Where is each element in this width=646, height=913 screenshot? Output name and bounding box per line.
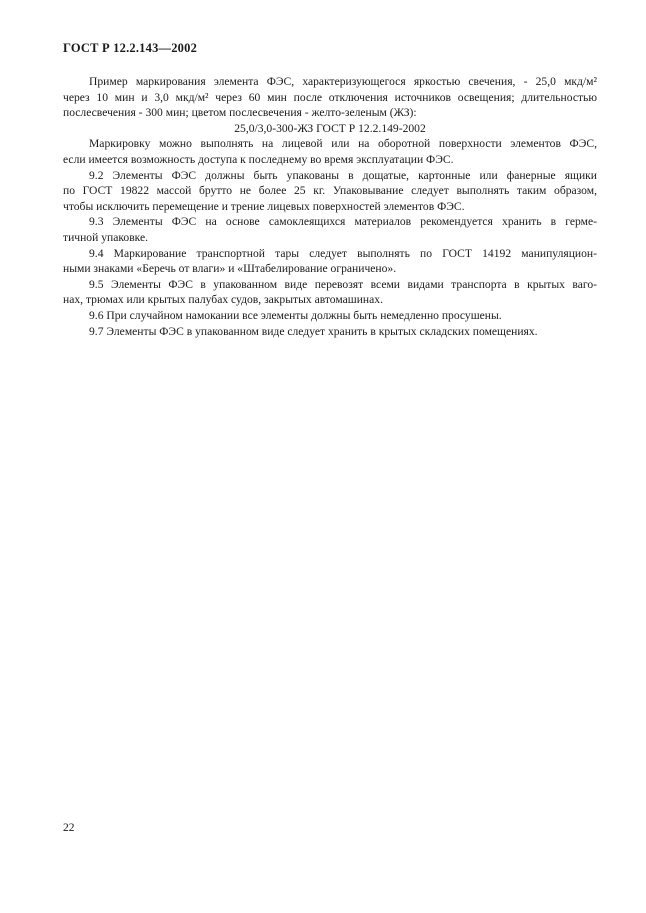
- example-paragraph: [63, 74, 597, 136]
- paragraph-line: ными знаками «Беречь от влаги» и «Штабелирование ограничено».: [63, 262, 397, 276]
- paragraph-line: 9.5 Элементы ФЭС в упакованном виде перевозят всеми видами транспорта в крытых ваго-: [89, 277, 597, 291]
- clause-9-4: [63, 246, 597, 277]
- clause-9-5: [63, 277, 597, 308]
- example-marking-code: 25,0/3,0-300-ЖЗ ГОСТ Р 12.2.149-2002: [234, 121, 426, 135]
- paragraph-line: 9.2 Элементы ФЭС должны быть упакованы в дощатые, картонные или фанерные ящики: [89, 168, 597, 182]
- paragraph-line: Маркировку можно выполнять на лицевой или на оборотной поверхности элементов ФЭС,: [89, 137, 597, 151]
- page-number: 22: [63, 822, 75, 834]
- paragraph-line: 9.6 При случайном намокании все элементы должны быть немедленно просушены.: [89, 308, 502, 322]
- example-line-1: Пример маркирования элемента ФЭС, характеризующегося яркостью свечения, - 25,0 мкд/м²: [89, 75, 597, 88]
- document-body: [63, 74, 597, 339]
- paragraph-line: тичной упаковке.: [63, 230, 149, 244]
- clause-9-7: [63, 324, 597, 340]
- example-line-3: послесвечения - 300 мин; цветом послесвечения - желто-зеленым (ЖЗ):: [63, 106, 417, 120]
- clause-9-3: [63, 214, 597, 245]
- document-header: ГОСТ Р 12.2.143—2002: [63, 41, 198, 55]
- paragraph-line: если имеется возможность доступа к последнему во время эксплуатации ФЭС.: [63, 152, 454, 166]
- paragraph-line: по ГОСТ 19822 массой брутто не более 25 кг. Упаковывание следует выполнять таким образом,: [63, 184, 597, 198]
- paragraph-line: нах, трюмах или крытых палубах судов, закрытых автомашинах.: [63, 293, 383, 307]
- example-line-2: через 10 мин и 3,0 мкд/м² через 60 мин после отключения источников освещения; длительностью: [63, 90, 597, 104]
- clause-9-6: [63, 308, 597, 324]
- clause-9-2: [63, 168, 597, 215]
- paragraph-line: 9.7 Элементы ФЭС в упакованном виде следует хранить в крытых складских помещениях.: [89, 324, 538, 338]
- paragraph-marking-side: [63, 136, 597, 167]
- paragraph-line: 9.3 Элементы ФЭС на основе самоклеящихся материалов рекомендуется хранить в гермe-: [89, 215, 597, 229]
- paragraph-line: чтобы исключить перемещение и трение лицевых поверхностей элементов ФЭС.: [63, 199, 465, 213]
- paragraph-line: 9.4 Маркирование транспортной тары следует выполнять по ГОСТ 14192 манипуляцион-: [89, 246, 597, 260]
